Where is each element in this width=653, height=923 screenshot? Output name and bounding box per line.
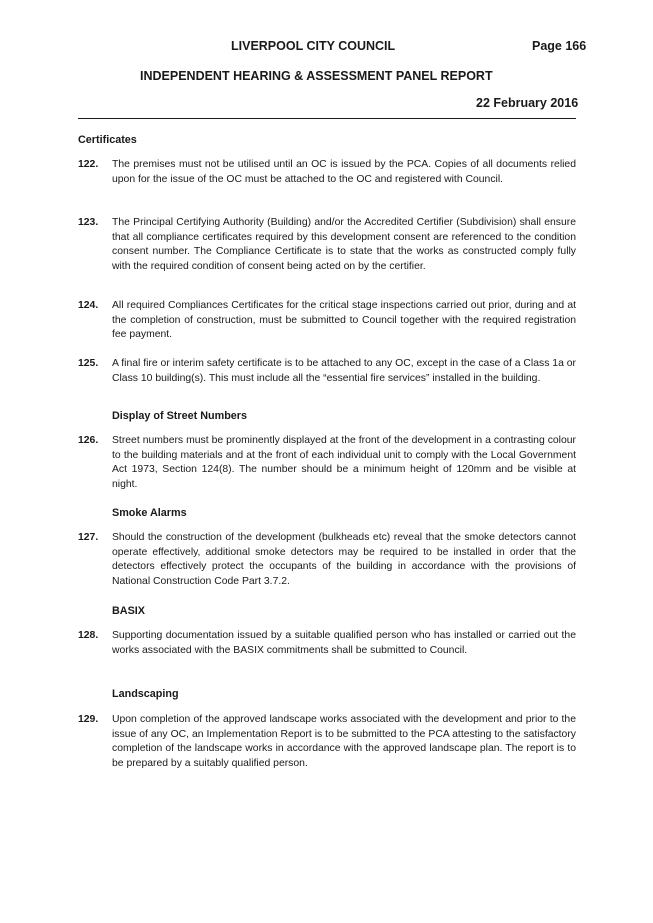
report-date: 22 February 2016 [476, 96, 579, 110]
condition-text: Street numbers must be prominently displayed at the front of the development in a contrasting colour to the building materials and at the front of each individual unit to comply with the Local Government Act 1973, Section 124(8). The number should be a minimum height of 120mm and be visible at night. [112, 435, 576, 490]
header-divider [78, 118, 576, 119]
condition-text: The Principal Certifying Authority (Building) and/or the Accredited Certifier (Subdivision) shall ensure that all compliance certificates required by this development consent are referenced to the condition consent number. The Compliance Certificate is to state that the works as constructed comply fully with the required condition of consent being acted on by the certifier. [112, 217, 576, 272]
council-name: LIVERPOOL CITY COUNCIL [231, 39, 396, 53]
condition-number: 127. [78, 532, 99, 543]
condition-text: The premises must not be utilised until an OC is issued by the PCA. Copies of all documents relied upon for the issue of the OC must be attached to the OC and registered with Council. [112, 159, 576, 185]
condition-item [78, 629, 576, 658]
condition-item [78, 357, 576, 386]
condition-item [78, 216, 576, 274]
condition-text: Supporting documentation issued by a suitable qualified person who has installed or carried out the works associated with the BASIX commitments shall be submitted to Council. [112, 630, 576, 656]
condition-text: All required Compliances Certificates for the critical stage inspections carried out prior, during and at the completion of construction, must be submitted to Council together with the required registration fee payment. [112, 300, 576, 341]
section-heading-landscaping: Landscaping [112, 688, 179, 700]
page-number: Page 166 [532, 39, 587, 53]
condition-number: 128. [78, 630, 99, 641]
condition-number: 125. [78, 358, 99, 369]
condition-item [78, 531, 576, 589]
condition-text: Upon completion of the approved landscape works associated with the development and prior to the issue of any OC, an Implementation Report is to be submitted to the PCA attesting to the satisfactory completion of the landscape works in accordance with the approved landscape plan. The report is to be prepared by a suitably qualified person. [112, 714, 576, 769]
section-heading-street-numbers: Display of Street Numbers [112, 410, 247, 422]
condition-item [78, 299, 576, 343]
condition-item [78, 713, 576, 771]
condition-text: Should the construction of the development (bulkheads etc) reveal that the smoke detectors cannot operate effectively, additional smoke detectors may be required to be installed in order that the detectors effectively protect the occupants of the building in accordance with the provisions of National Construction Code Part 3.7.2. [112, 532, 576, 587]
condition-number: 129. [78, 714, 99, 725]
section-heading-basix: BASIX [112, 605, 145, 617]
section-heading-smoke-alarms: Smoke Alarms [112, 507, 187, 519]
condition-number: 123. [78, 217, 99, 228]
condition-number: 126. [78, 435, 99, 446]
condition-number: 122. [78, 159, 99, 170]
condition-item [78, 434, 576, 492]
condition-item [78, 158, 576, 187]
section-heading-certificates: Certificates [78, 134, 137, 146]
condition-text: A final fire or interim safety certificate is to be attached to any OC, except in the case of a Class 1a or Class 10 building(s). This must include all the “essential fire services” installed in the building. [112, 358, 576, 384]
report-title: INDEPENDENT HEARING & ASSESSMENT PANEL REPORT [140, 69, 493, 83]
condition-number: 124. [78, 300, 99, 311]
